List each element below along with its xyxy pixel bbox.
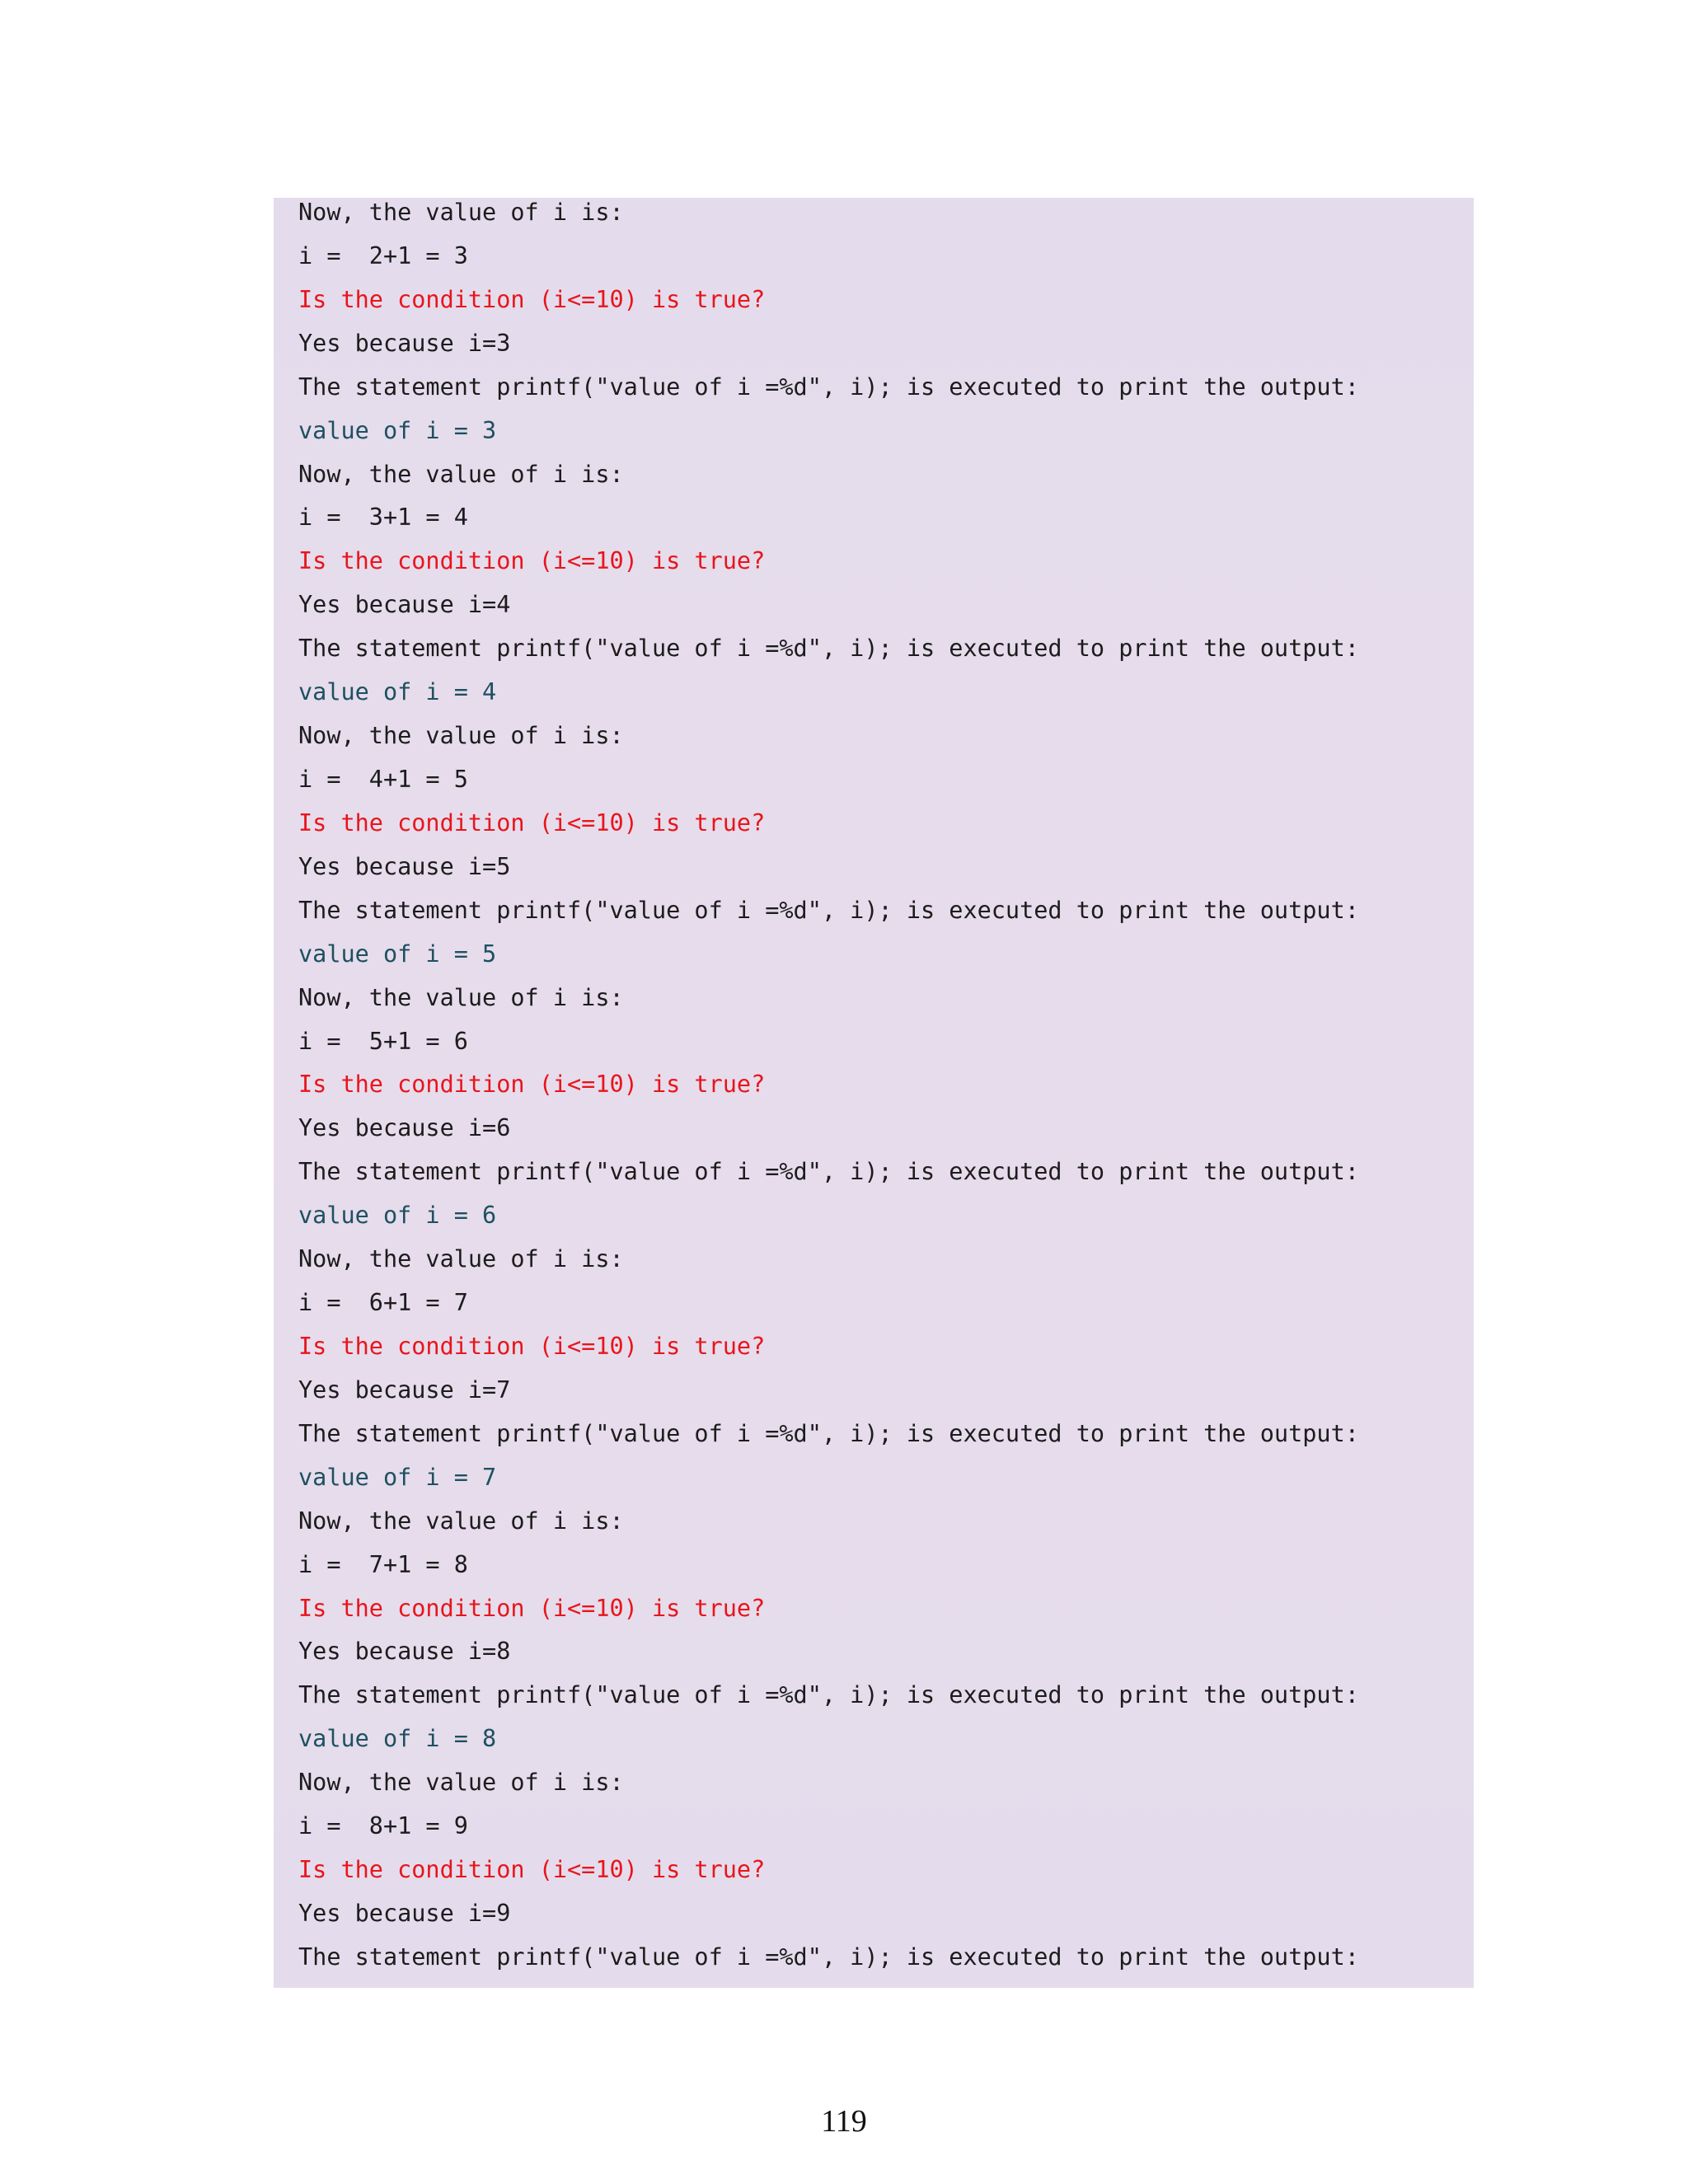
code-line: Yes because i=9: [298, 1900, 511, 1927]
code-line: i = 8+1 = 9: [298, 1812, 468, 1840]
code-line: Now, the value of i is:: [298, 722, 624, 749]
condition-question-line: Is the condition (i<=10) is true?: [298, 286, 766, 313]
output-line: value of i = 6: [298, 1202, 497, 1229]
code-line: Yes because i=3: [298, 330, 511, 357]
condition-question-line: Is the condition (i<=10) is true?: [298, 1595, 766, 1622]
code-line: i = 7+1 = 8: [298, 1551, 468, 1578]
code-line: i = 2+1 = 3: [298, 242, 468, 269]
condition-question-line: Is the condition (i<=10) is true?: [298, 547, 766, 574]
code-line: Now, the value of i is:: [298, 984, 624, 1011]
code-line: Yes because i=8: [298, 1638, 511, 1665]
condition-question-line: Is the condition (i<=10) is true?: [298, 809, 766, 837]
code-line: The statement printf("value of i =%d", i); is executed to print the output:: [298, 1681, 1359, 1708]
code-line: The statement printf("value of i =%d", i); is executed to print the output:: [298, 373, 1359, 401]
code-line: Now, the value of i is:: [298, 1507, 624, 1535]
code-line: Yes because i=7: [298, 1376, 511, 1404]
code-line: Yes because i=4: [298, 591, 511, 618]
code-line: Now, the value of i is:: [298, 1245, 624, 1272]
output-line: value of i = 7: [298, 1464, 497, 1491]
code-line: Now, the value of i is:: [298, 1769, 624, 1796]
output-line: value of i = 4: [298, 678, 497, 705]
output-line: value of i = 8: [298, 1725, 497, 1752]
output-line: value of i = 5: [298, 940, 497, 968]
code-line: The statement printf("value of i =%d", i); is executed to print the output:: [298, 1420, 1359, 1447]
condition-question-line: Is the condition (i<=10) is true?: [298, 1333, 766, 1360]
code-line: i = 3+1 = 4: [298, 504, 468, 531]
output-line: value of i = 3: [298, 417, 497, 444]
page-number: 119: [821, 2104, 867, 2139]
code-line: Now, the value of i is:: [298, 461, 624, 488]
code-line: Yes because i=5: [298, 853, 511, 880]
code-line: Yes because i=6: [298, 1114, 511, 1141]
code-line: i = 4+1 = 5: [298, 766, 468, 793]
code-line: i = 6+1 = 7: [298, 1289, 468, 1316]
code-line: The statement printf("value of i =%d", i); is executed to print the output:: [298, 1158, 1359, 1185]
condition-question-line: Is the condition (i<=10) is true?: [298, 1856, 766, 1883]
code-line: The statement printf("value of i =%d", i); is executed to print the output:: [298, 635, 1359, 662]
code-line: The statement printf("value of i =%d", i); is executed to print the output:: [298, 1943, 1359, 1971]
code-line: The statement printf("value of i =%d", i); is executed to print the output:: [298, 897, 1359, 924]
code-line: Now, the value of i is:: [298, 199, 624, 226]
code-line: i = 5+1 = 6: [298, 1028, 468, 1055]
condition-question-line: Is the condition (i<=10) is true?: [298, 1071, 766, 1098]
